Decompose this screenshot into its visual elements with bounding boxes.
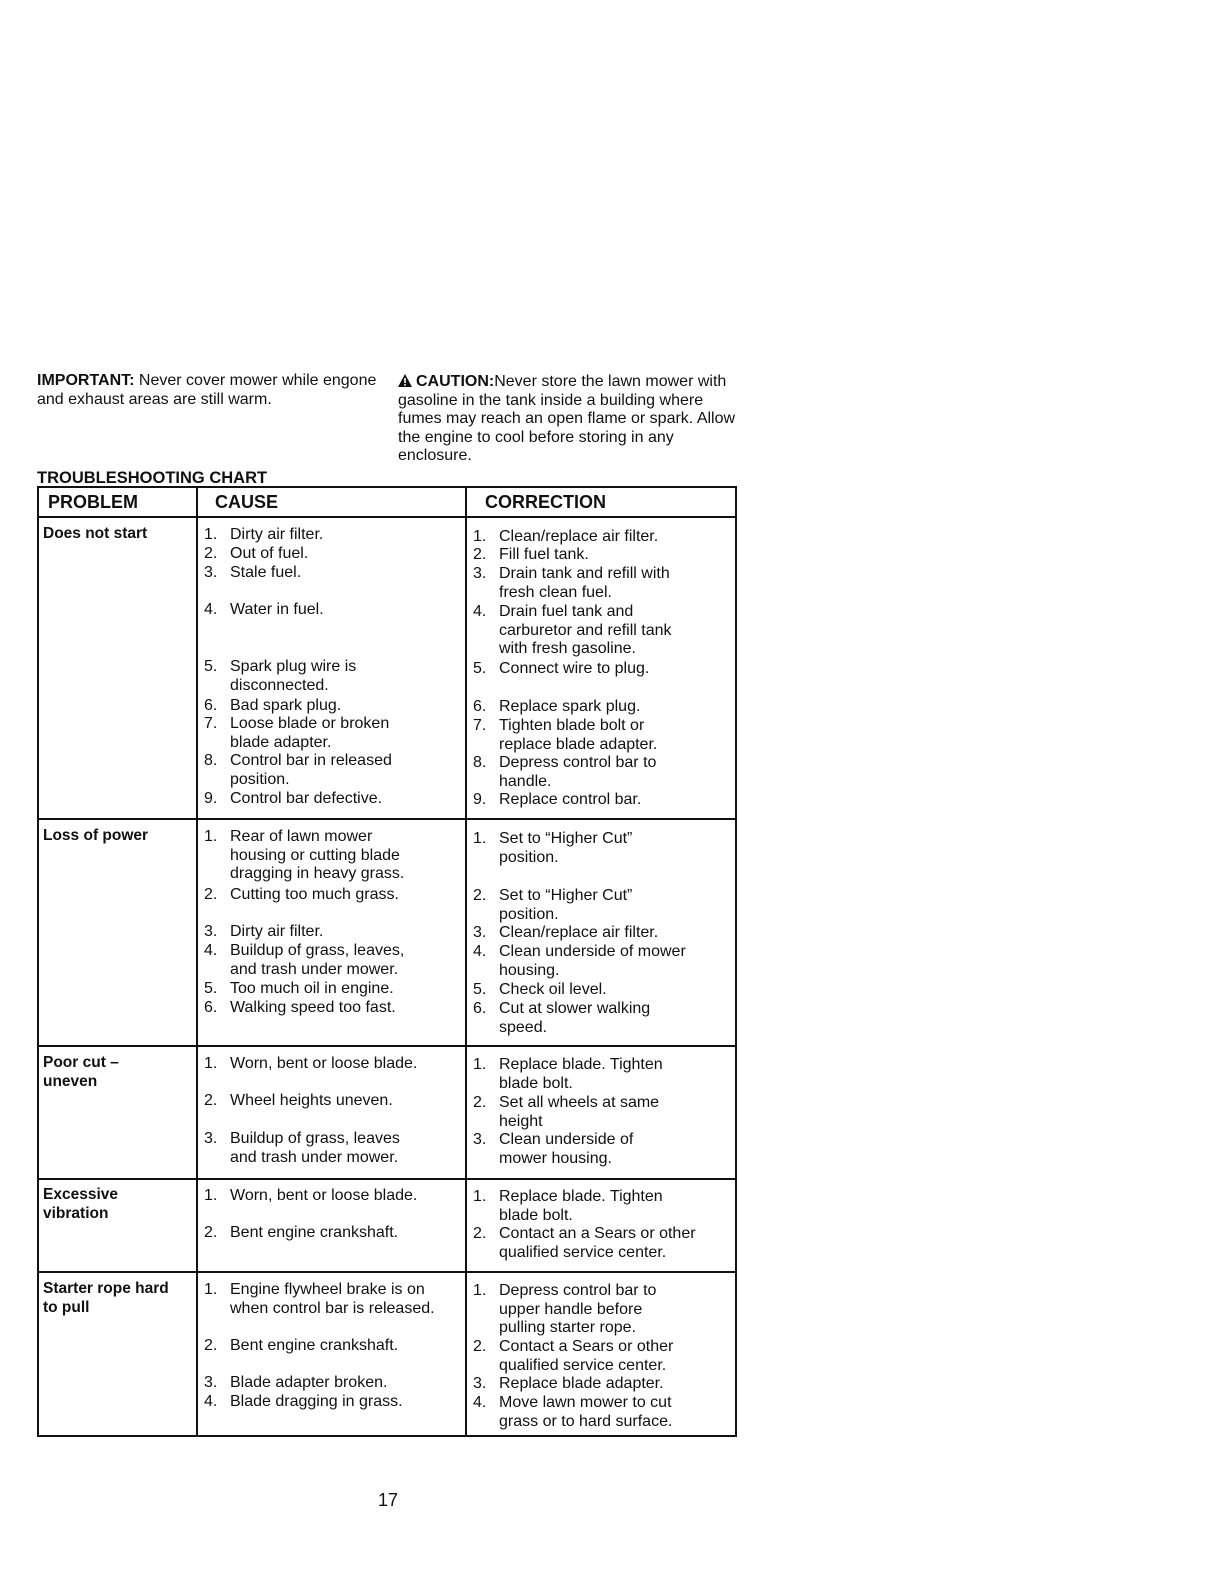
- item-text: Move lawn mower to cut grass or to hard surface.: [499, 1394, 673, 1430]
- item-number: 9.: [473, 791, 487, 808]
- row-divider: [39, 818, 735, 820]
- item-text: Clean/replace air filter.: [499, 924, 659, 941]
- item-number: 1.: [473, 528, 487, 545]
- item-number: 3.: [473, 565, 487, 582]
- item-text: Buildup of grass, leaves, and trash under mower.: [230, 942, 405, 978]
- chart-title: TROUBLESHOOTING CHART: [37, 469, 268, 487]
- item-number: 3.: [473, 1131, 487, 1148]
- item-number: 1.: [473, 830, 487, 847]
- header-correction: CORRECTION: [485, 492, 606, 512]
- item-number: 7.: [204, 715, 218, 732]
- item-number: 2.: [473, 1338, 487, 1355]
- item-text: Set to “Higher Cut” position.: [499, 830, 633, 866]
- item-text: Drain fuel tank and carburetor and refill tank with fresh gasoline.: [499, 603, 672, 658]
- item-number: 1.: [204, 526, 218, 543]
- item-number: 1.: [473, 1056, 487, 1073]
- column-divider: [465, 488, 467, 1435]
- item-number: 8.: [473, 754, 487, 771]
- item-number: 3.: [204, 923, 218, 940]
- item-text: Clean underside of mower housing.: [499, 943, 686, 979]
- item-text: Engine flywheel brake is on when control bar is released.: [230, 1281, 435, 1317]
- item-number: 2.: [473, 1225, 487, 1242]
- item-text: Replace blade. Tighten blade bolt.: [499, 1056, 663, 1092]
- item-text: Worn, bent or loose blade.: [230, 1187, 418, 1204]
- item-text: Blade adapter broken.: [230, 1374, 388, 1391]
- problem-label: Poor cut – uneven: [43, 1054, 119, 1090]
- item-number: 2.: [473, 546, 487, 563]
- item-text: Worn, bent or loose blade.: [230, 1055, 418, 1072]
- item-number: 2.: [204, 545, 218, 562]
- item-number: 2.: [204, 886, 218, 903]
- item-text: Loose blade or broken blade adapter.: [230, 715, 390, 751]
- item-text: Replace blade adapter.: [499, 1375, 664, 1392]
- problem-label: Loss of power: [43, 827, 149, 844]
- item-text: Replace spark plug.: [499, 698, 641, 715]
- item-text: Replace control bar.: [499, 791, 642, 808]
- item-number: 6.: [473, 698, 487, 715]
- item-number: 3.: [204, 1130, 218, 1147]
- problem-label: Excessive vibration: [43, 1186, 118, 1222]
- item-number: 1.: [204, 828, 218, 845]
- problem-label: Does not start: [43, 525, 148, 542]
- item-number: 1.: [204, 1055, 218, 1072]
- item-number: 6.: [204, 697, 218, 714]
- item-text: Water in fuel.: [230, 601, 324, 618]
- item-text: Check oil level.: [499, 981, 607, 998]
- item-number: 2.: [204, 1092, 218, 1109]
- item-text: Cut at slower walking speed.: [499, 1000, 651, 1036]
- item-number: 2.: [473, 1094, 487, 1111]
- column-divider: [196, 488, 198, 1435]
- item-text: Drain tank and refill with fresh clean fuel.: [499, 565, 670, 601]
- item-number: 5.: [204, 658, 218, 675]
- item-text: Dirty air filter.: [230, 526, 324, 543]
- item-text: Tighten blade bolt or replace blade adapter.: [499, 717, 658, 753]
- header-problem: PROBLEM: [48, 492, 138, 512]
- item-text: Bad spark plug.: [230, 697, 342, 714]
- item-number: 6.: [204, 999, 218, 1016]
- item-number: 3.: [204, 564, 218, 581]
- item-text: Wheel heights uneven.: [230, 1092, 393, 1109]
- item-number: 8.: [204, 752, 218, 769]
- item-number: 1.: [473, 1282, 487, 1299]
- item-text: Buildup of grass, leaves and trash under mower.: [230, 1130, 400, 1166]
- item-text: Bent engine crankshaft.: [230, 1224, 399, 1241]
- item-number: 6.: [473, 1000, 487, 1017]
- item-number: 5.: [204, 980, 218, 997]
- item-number: 3.: [473, 1375, 487, 1392]
- item-text: Clean underside of mower housing.: [499, 1131, 634, 1167]
- item-text: Walking speed too fast.: [230, 999, 396, 1016]
- item-number: 1.: [473, 1188, 487, 1205]
- item-text: Out of fuel.: [230, 545, 309, 562]
- item-number: 4.: [204, 1393, 218, 1410]
- item-number: 5.: [473, 981, 487, 998]
- item-text: Stale fuel.: [230, 564, 302, 581]
- item-number: 4.: [473, 943, 487, 960]
- item-text: Bent engine crankshaft.: [230, 1337, 399, 1354]
- row-divider: [39, 1271, 735, 1273]
- caution-label: CAUTION:: [416, 373, 495, 390]
- important-note: [37, 371, 377, 409]
- item-text: Set all wheels at same height: [499, 1094, 660, 1130]
- item-text: Blade dragging in grass.: [230, 1393, 403, 1410]
- item-text: Connect wire to plug.: [499, 660, 650, 677]
- item-text: Spark plug wire is disconnected.: [230, 658, 357, 694]
- item-text: Contact an a Sears or other qualified service center.: [499, 1225, 696, 1261]
- item-number: 3.: [473, 924, 487, 941]
- item-number: 4.: [204, 942, 218, 959]
- item-text: Replace blade. Tighten blade bolt.: [499, 1188, 663, 1224]
- caution-text: Never store the lawn mower with gasoline in the tank inside a building where fumes may reach an open flame or spark. Allow the engine to cool before storing in any enclosure.: [398, 373, 736, 465]
- item-number: 5.: [473, 660, 487, 677]
- item-number: 4.: [473, 1394, 487, 1411]
- item-text: Depress control bar to handle.: [499, 754, 657, 790]
- item-text: Fill fuel tank.: [499, 546, 589, 563]
- item-text: Cutting too much grass.: [230, 886, 399, 903]
- item-text: Set to “Higher Cut” position.: [499, 887, 633, 923]
- row-divider: [39, 1045, 735, 1047]
- header-cause: CAUSE: [215, 492, 279, 512]
- item-number: 1.: [204, 1281, 218, 1298]
- item-text: Too much oil in engine.: [230, 980, 394, 997]
- item-number: 2.: [204, 1337, 218, 1354]
- item-number: 1.: [204, 1187, 218, 1204]
- item-text: Dirty air filter.: [230, 923, 324, 940]
- row-divider: [39, 1178, 735, 1180]
- item-number: 2.: [204, 1224, 218, 1241]
- item-number: 3.: [204, 1374, 218, 1391]
- page-number: 17: [378, 1490, 399, 1510]
- warning-triangle-icon: [398, 374, 412, 387]
- troubleshooting-chart: [37, 486, 737, 1437]
- item-text: Clean/replace air filter.: [499, 528, 659, 545]
- item-number: 4.: [204, 601, 218, 618]
- item-number: 2.: [473, 887, 487, 904]
- item-text: Depress control bar to upper handle before pulling starter rope.: [499, 1282, 657, 1337]
- item-text: Control bar defective.: [230, 790, 383, 807]
- header-divider: [39, 516, 735, 518]
- item-text: Control bar in released position.: [230, 752, 392, 788]
- item-text: Contact a Sears or other qualified service center.: [499, 1338, 674, 1374]
- item-text: Rear of lawn mower housing or cutting blade dragging in heavy grass.: [230, 828, 405, 883]
- item-number: 4.: [473, 603, 487, 620]
- important-label: IMPORTANT:: [37, 372, 135, 389]
- notes-section: [37, 371, 742, 471]
- caution-note: [398, 373, 748, 466]
- item-number: 7.: [473, 717, 487, 734]
- item-number: 9.: [204, 790, 218, 807]
- important-text: Never cover mower while engone and exhaust areas are still warm.: [37, 372, 377, 408]
- problem-label: Starter rope hard to pull: [43, 1280, 169, 1316]
